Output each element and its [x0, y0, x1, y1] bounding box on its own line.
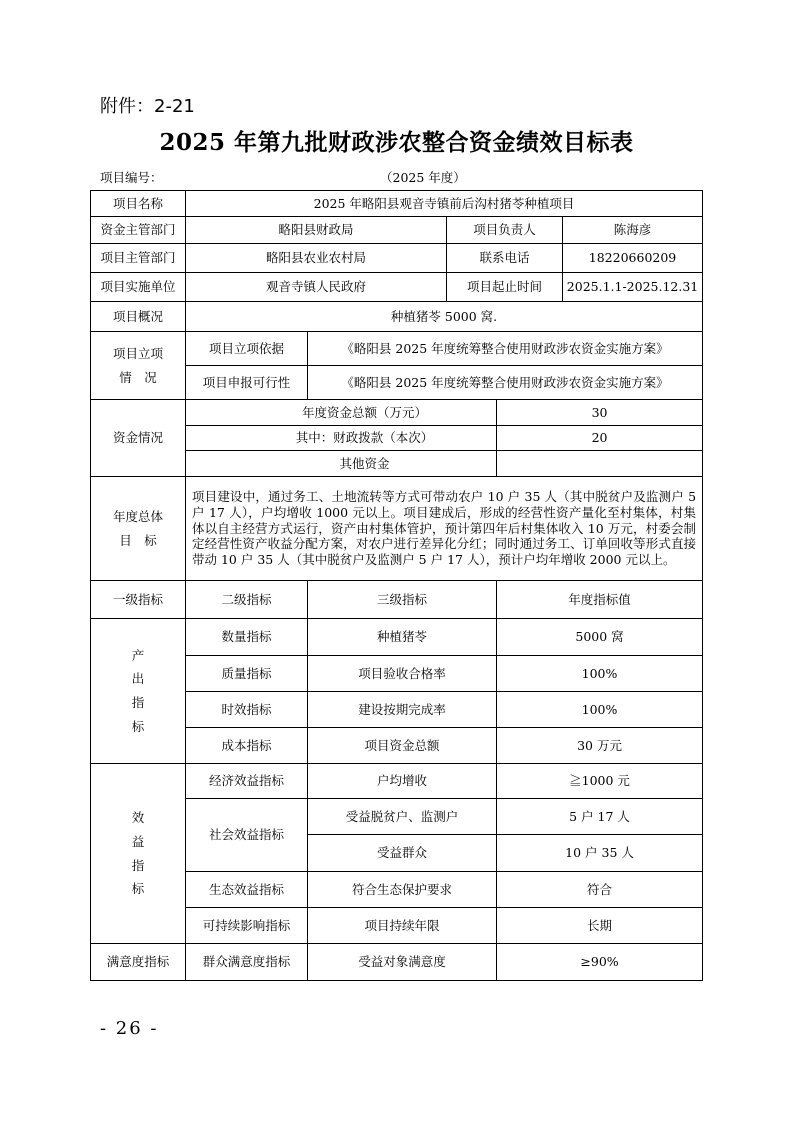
phone-value: 18220660209	[563, 244, 703, 273]
benefit-l3: 户均增收	[308, 764, 497, 799]
period-label: 项目起止时间	[447, 273, 563, 302]
fund-total-label: 年度资金总额（万元）	[186, 400, 497, 426]
annual-goal-label-line2: 目 标	[119, 532, 157, 548]
attachment-label: 附件：2-21	[100, 96, 195, 117]
header-level3: 三级指标	[308, 581, 497, 619]
row-indicator-header	[91, 581, 703, 619]
output-l2: 数量指标	[186, 619, 308, 656]
approval-label-line1: 项目立项	[112, 345, 163, 361]
row-project-dept	[91, 244, 703, 273]
benefit-l3: 受益群众	[308, 835, 497, 872]
benefit-char: 标	[131, 881, 145, 897]
benefit-value: 长期	[497, 908, 703, 944]
funds-label: 资金情况	[91, 400, 186, 477]
header-level2: 二级指标	[186, 581, 308, 619]
output-value: 100%	[497, 692, 703, 728]
fund-other-label: 其他资金	[186, 451, 497, 477]
output-char: 标	[131, 718, 145, 734]
fund-dept-value: 略阳县财政局	[186, 217, 447, 244]
benefit-l2: 可持续影响指标	[186, 908, 308, 944]
output-l3: 种植猪苓	[308, 619, 497, 656]
benefit-l2: 经济效益指标	[186, 764, 308, 799]
output-l2: 质量指标	[186, 656, 308, 692]
row-benefit-economic	[91, 764, 703, 799]
project-dept-value: 略阳县农业农村局	[186, 244, 447, 273]
output-value: 100%	[497, 656, 703, 692]
fund-dept-label: 资金主管部门	[91, 217, 186, 244]
header-value: 年度指标值	[497, 581, 703, 619]
satisfaction-l2: 群众满意度指标	[186, 944, 308, 981]
benefit-value: 10 户 35 人	[497, 835, 703, 872]
benefit-social-l2: 社会效益指标	[186, 799, 308, 872]
project-name-value: 2025 年略阳县观音寺镇前后沟村猪苓种植项目	[186, 191, 703, 217]
output-l3: 项目验收合格率	[308, 656, 497, 692]
feasibility-label: 项目申报可行性	[186, 366, 308, 400]
approval-basis-label: 项目立项依据	[186, 332, 308, 366]
row-implementer	[91, 273, 703, 302]
output-l2: 成本指标	[186, 728, 308, 764]
output-indicator-label	[91, 619, 186, 764]
implementer-value: 观音寺镇人民政府	[186, 273, 447, 302]
overview-value: 种植猪苓 5000 窝.	[186, 302, 703, 332]
meta-row	[100, 168, 700, 188]
annual-goal-label-line1: 年度总体	[112, 508, 163, 524]
row-satisfaction	[91, 944, 703, 981]
phone-label: 联系电话	[447, 244, 563, 273]
satisfaction-l3: 受益对象满意度	[308, 944, 497, 981]
row-fund-dept	[91, 217, 703, 244]
fund-fiscal-label: 其中：财政拨款（本次）	[186, 426, 497, 451]
leader-value: 陈海彦	[563, 217, 703, 244]
project-name-label: 项目名称	[91, 191, 186, 217]
overview-label: 项目概况	[91, 302, 186, 332]
output-value: 5000 窝	[497, 619, 703, 656]
benefit-value: ≧1000 元	[497, 764, 703, 799]
row-overview	[91, 302, 703, 332]
fund-total-value: 30	[497, 400, 703, 426]
implementer-label: 项目实施单位	[91, 273, 186, 302]
output-char: 出	[131, 671, 145, 687]
benefit-char: 效	[131, 810, 145, 825]
approval-label	[91, 332, 186, 400]
row-fund-total	[91, 400, 703, 426]
output-value: 30 万元	[497, 728, 703, 764]
performance-table	[90, 190, 703, 981]
benefit-char: 益	[131, 833, 145, 849]
benefit-char: 指	[131, 857, 145, 873]
header-level1: 一级指标	[91, 581, 186, 619]
annual-goal-text: 项目建设中，通过务工、土地流转等方式可带动农户 10 户 35 人（其中脱贫户及监测户 5 户 17 人），户均增收 1000 元以上。项目建成后，形成的经营性资产量化至村集体，村集体以自主经营方式运行，资产由村集体管护，预计第四年后村集体收入 10 万元，村委会制定经营性资产收益分配方案，对农户进行差异化分红；同时通过务工、订单回收等形式直接带动 10 户 35 人（其中脱贫户及监测户 5 户 17 人），预计户均年增收 2000 元以上。	[186, 477, 703, 581]
project-dept-label: 项目主管部门	[91, 244, 186, 273]
benefit-l3: 受益脱贫户、监测户	[308, 799, 497, 835]
approval-basis-value: 《略阳县 2025 年度统筹整合使用财政涉农资金实施方案》	[308, 332, 703, 366]
satisfaction-l1: 满意度指标	[91, 944, 186, 981]
output-char: 指	[131, 695, 145, 710]
period-value: 2025.1.1-2025.12.31	[563, 273, 703, 302]
feasibility-value: 《略阳县 2025 年度统筹整合使用财政涉农资金实施方案》	[308, 366, 703, 400]
page-title: 2025 年第九批财政涉农整合资金绩效目标表	[159, 129, 634, 156]
leader-label: 项目负责人	[447, 217, 563, 244]
row-approval-basis	[91, 332, 703, 366]
fund-fiscal-value: 20	[497, 426, 703, 451]
benefit-l2: 生态效益指标	[186, 872, 308, 908]
year-label: （2025 年度）	[380, 170, 466, 185]
benefit-l3: 项目持续年限	[308, 908, 497, 944]
row-output-quantity	[91, 619, 703, 656]
benefit-indicator-label	[91, 764, 186, 944]
approval-label-line2: 情 况	[119, 369, 157, 385]
benefit-l3: 符合生态保护要求	[308, 872, 497, 908]
benefit-value: 5 户 17 人	[497, 799, 703, 835]
output-l3: 建设按期完成率	[308, 692, 497, 728]
row-annual-goal	[91, 477, 703, 581]
page-number: - 26 -	[100, 1018, 159, 1039]
output-l3: 项目资金总额	[308, 728, 497, 764]
satisfaction-value: ≥90%	[497, 944, 703, 981]
fund-other-value	[497, 451, 703, 477]
annual-goal-label	[91, 477, 186, 581]
output-char: 产	[131, 647, 145, 663]
project-number-label: 项目编号：	[100, 170, 163, 185]
row-project-name	[91, 191, 703, 217]
output-l2: 时效指标	[186, 692, 308, 728]
benefit-value: 符合	[497, 872, 703, 908]
